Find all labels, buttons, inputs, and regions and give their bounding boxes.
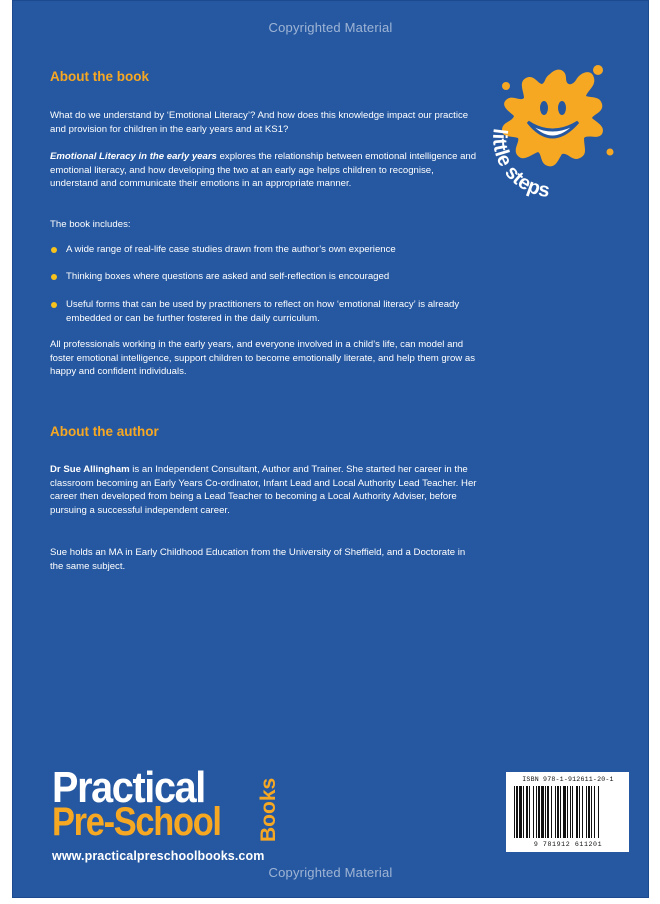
- barcode-bar: [576, 786, 578, 838]
- barcode-bar: [598, 786, 599, 838]
- barcode-bar: [586, 786, 587, 838]
- list-item: A wide range of real-life case studies drawn from the author’s own experience: [50, 243, 490, 257]
- little-steps-wordmark: little steps: [488, 127, 552, 202]
- barcode-bar: [557, 786, 559, 838]
- bullet-icon: [51, 274, 57, 280]
- barcode-bar: [591, 786, 592, 838]
- bullet-icon: [51, 302, 57, 308]
- barcode-bar: [594, 786, 595, 838]
- barcode-bar: [516, 786, 518, 838]
- barcode-bar: [567, 786, 568, 838]
- brand-preschool: Pre-School: [52, 800, 221, 844]
- bullet-icon: [51, 247, 57, 253]
- barcode-bar: [551, 786, 552, 838]
- author-bio: [50, 463, 480, 517]
- barcode-bar: [545, 786, 546, 838]
- publisher-url: www.practicalpreschoolbooks.com: [52, 849, 265, 863]
- orange-splat-smiley-icon: [488, 56, 618, 206]
- author-education: Sue holds an MA in Early Childhood Education from the University of Sheffield, and a Doctorate in the same subject.: [50, 547, 466, 572]
- about-book-heading: About the book: [50, 69, 149, 84]
- svg-text:Books: Books: [257, 777, 280, 842]
- barcode-bar: [514, 786, 515, 838]
- barcode-bar: [523, 786, 524, 838]
- about-book-intro: What do we understand by ‘Emotional Literacy’? And how does this knowledge impact our practice and provision for children in the early years and at KS1?: [50, 110, 469, 135]
- barcode-bar: [541, 786, 544, 838]
- barcode-bars: [512, 786, 624, 840]
- brand-books-vertical: [256, 770, 280, 844]
- about-book-closing: All professionals working in the early years, and everyone involved in a child’s life, can model and foster emotional intelligence, support children to become emotionally literate, and help them grow as happy and confident individuals.: [50, 339, 476, 377]
- copyright-watermark-top: Copyrighted Material: [268, 20, 393, 35]
- book-title-emphasis: Emotional Literacy in the early years: [50, 151, 217, 162]
- publisher-logo: [52, 763, 312, 868]
- back-cover: [12, 0, 649, 898]
- about-author-heading: About the author: [50, 424, 159, 439]
- author-name: Dr Sue Allingham: [50, 464, 130, 475]
- barcode-bar: [579, 786, 580, 838]
- barcode-bar: [555, 786, 556, 838]
- barcode-bar: [526, 786, 528, 838]
- barcode-bar: [536, 786, 537, 838]
- barcode-bar: [572, 786, 573, 838]
- barcode-bar: [519, 786, 522, 838]
- author-bio-text: is an Independent Consultant, Author and Trainer. She started her career in the classroom becoming an Early Years Co-ordinator, Infant Lead and Local Authority Lead Teacher. Her career then developed from being a Lead Teacher to becoming a Local Authority Adviser, before pursuing a successful independent career.: [50, 464, 477, 516]
- barcode-bar: [570, 786, 571, 838]
- about-book-description: [50, 150, 480, 191]
- barcode-bar: [560, 786, 561, 838]
- book-description-text: explores the relationship between emotional intelligence and emotional literacy, and how developing the two at an early age helps children to recognise, understand and communicate their emotions in an appropriate manner.: [50, 151, 477, 189]
- barcode-bar: [547, 786, 549, 838]
- barcode-bar: [533, 786, 534, 838]
- barcode-bar: [529, 786, 530, 838]
- barcode-digits: 9 781912 611201: [533, 841, 603, 848]
- isbn-number: ISBN 978-1-912611-20-1: [522, 776, 614, 783]
- list-item: Useful forms that can be used by practitioners to reflect on how ‘emotional literacy’ is already embedded or can be further fostered in the daily curriculum.: [50, 298, 490, 325]
- isbn-barcode: [506, 772, 629, 852]
- barcode-bar: [588, 786, 590, 838]
- list-item: Thinking boxes where questions are asked and self-reflection is encouraged: [50, 270, 490, 284]
- copyright-watermark-bottom: Copyrighted Material: [268, 865, 393, 880]
- little-steps-logo: [488, 56, 618, 206]
- barcode-bar: [563, 786, 566, 838]
- barcode-bar: [538, 786, 540, 838]
- book-includes-label: The book includes:: [50, 219, 131, 230]
- barcode-bar: [582, 786, 583, 838]
- brand-practical: Practical: [52, 763, 205, 812]
